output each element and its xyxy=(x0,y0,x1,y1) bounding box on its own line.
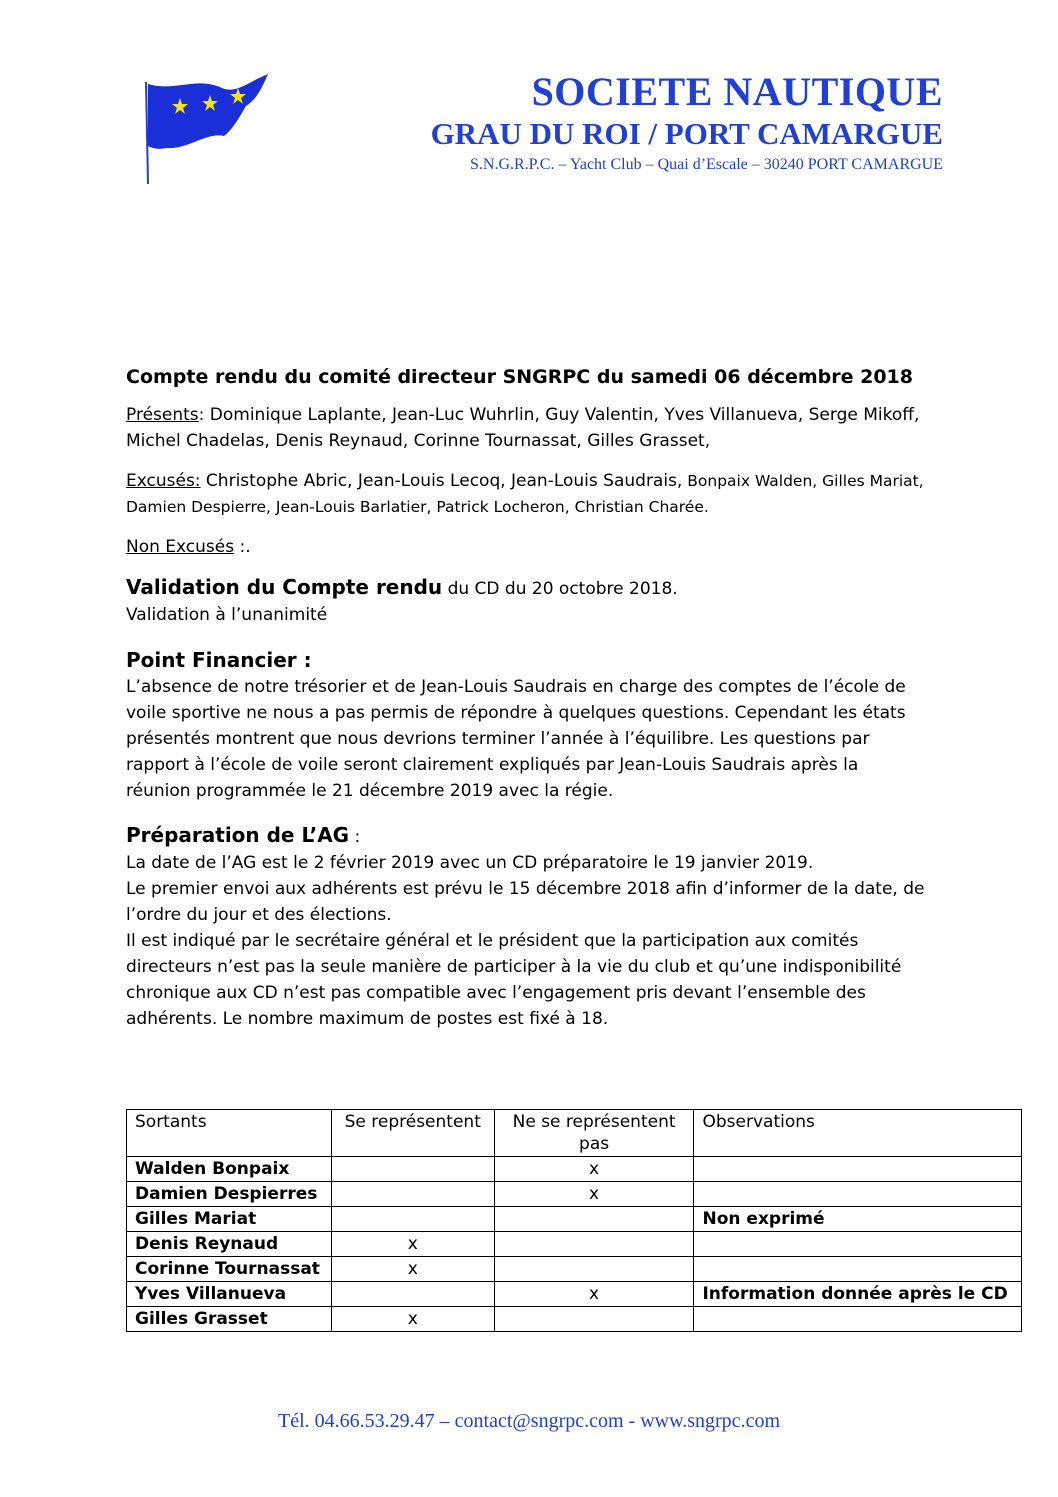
validation-title-rest: du CD du 20 octobre 2018. xyxy=(442,579,678,599)
cell-se-representent xyxy=(331,1157,494,1182)
cell-ne-se-representent-pas: x xyxy=(494,1282,694,1307)
table-row xyxy=(127,1182,1022,1207)
club-logo-flag xyxy=(136,70,276,188)
cell-observations: Non exprimé xyxy=(694,1207,1022,1232)
cell-observations xyxy=(694,1257,1022,1282)
ag-line-3: Il est indiqué par le secrétaire général et le président que la participation aux comités directeurs n’est pas la seule manière de participer à la vie du club et qu’une indisponibilité chronique aux CD n’est pas compatible avec l’engagement pris devant l’ensemble des adhérents. Le nombre maximum de postes est fixé à 18. xyxy=(126,931,902,1029)
excuses-paragraph xyxy=(126,468,926,520)
cell-observations: Information donnée après le CD xyxy=(694,1282,1022,1307)
ag-section xyxy=(126,822,926,1032)
cell-ne-se-representent-pas xyxy=(494,1207,694,1232)
club-address: S.N.G.R.P.C. – Yacht Club – Quai d’Escale – 30240 PORT CAMARGUE xyxy=(470,156,943,173)
ag-line-2: Le premier envoi aux adhérents est prévu le 15 décembre 2018 afin d’informer de la date, de l’ordre du jour et des élections. xyxy=(126,879,925,925)
cell-se-representent xyxy=(331,1182,494,1207)
cell-se-representent xyxy=(331,1282,494,1307)
presents-paragraph xyxy=(126,402,926,454)
club-location: GRAU DU ROI / PORT CAMARGUE xyxy=(430,116,943,151)
non-excuses-text: :. xyxy=(234,537,251,557)
non-excuses-paragraph xyxy=(126,534,926,560)
document-body xyxy=(126,364,926,1032)
table-row xyxy=(127,1257,1022,1282)
header-observations: Observations xyxy=(694,1110,1022,1157)
excuses-label: Excusés: xyxy=(126,471,201,491)
excuses-text-more: Bonpaix Walden, Gilles Mariat, Damien Despierre, Jean-Louis Barlatier, Patrick Locheron, Christian Charée. xyxy=(126,472,924,516)
validation-title: Validation du Compte rendu xyxy=(126,575,443,599)
validation-section xyxy=(126,574,926,628)
flag-with-stars-icon xyxy=(136,70,276,188)
cell-name: Damien Despierres xyxy=(127,1182,332,1207)
cell-observations xyxy=(694,1182,1022,1207)
ag-title-rest: : xyxy=(349,827,361,847)
cell-observations xyxy=(694,1232,1022,1257)
cell-observations xyxy=(694,1307,1022,1332)
cell-se-representent: x xyxy=(331,1307,494,1332)
presents-text: : Dominique Laplante, Jean-Luc Wuhrlin, Guy Valentin, Yves Villanueva, Serge Mikoff, Michel Chadelas, Denis Reynaud, Corinne Tournassat, Gilles Grasset, xyxy=(126,405,920,451)
cell-name: Yves Villanueva xyxy=(127,1282,332,1307)
table-row xyxy=(127,1157,1022,1182)
financier-title: Point Financier : xyxy=(126,648,312,672)
table-row xyxy=(127,1307,1022,1332)
financier-section xyxy=(126,646,926,804)
table-header-row xyxy=(127,1110,1022,1157)
header-se-representent: Se représentent xyxy=(331,1110,494,1157)
cell-name: Gilles Grasset xyxy=(127,1307,332,1332)
validation-line: Validation à l’unanimité xyxy=(126,605,328,625)
non-excuses-label: Non Excusés xyxy=(126,537,235,557)
excuses-text: Christophe Abric, Jean-Louis Lecoq, Jean-Louis Saudrais, xyxy=(200,471,683,491)
table-row xyxy=(127,1282,1022,1307)
validation-heading xyxy=(126,574,926,602)
club-name: SOCIETE NAUTIQUE xyxy=(531,69,943,114)
cell-name: Gilles Mariat xyxy=(127,1207,332,1232)
cell-ne-se-representent-pas: x xyxy=(494,1157,694,1182)
cell-observations xyxy=(694,1157,1022,1182)
cell-se-representent: x xyxy=(331,1232,494,1257)
cell-se-representent xyxy=(331,1207,494,1232)
presents-label: Présents xyxy=(126,405,199,425)
header-sortants: Sortants xyxy=(127,1110,332,1157)
financier-text: L’absence de notre trésorier et de Jean-Louis Saudrais en charge des comptes de l’école de voile sportive ne nous a pas permis de répondre à quelques questions. Cependant les états présentés montrent que nous devrions terminer l’année à l’équilibre. Les questions par rapport à l’école de voile seront clairement expliqués par Jean-Louis Saudrais après la réunion programmée le 21 décembre 2019 avec la régie. xyxy=(126,677,906,801)
cell-ne-se-representent-pas xyxy=(494,1257,694,1282)
document-title: Compte rendu du comité directeur SNGRPC du samedi 06 décembre 2018 xyxy=(126,366,913,388)
footer-contact: Tél. 04.66.53.29.47 – contact@sngrpc.com - www.sngrpc.com xyxy=(277,1410,780,1432)
header-ne-se-representent-pas: Ne se représentent pas xyxy=(494,1110,694,1157)
ag-line-1: La date de l’AG est le 2 février 2019 avec un CD préparatoire le 19 janvier 2019. xyxy=(126,853,814,873)
cell-ne-se-representent-pas xyxy=(494,1232,694,1257)
cell-name: Denis Reynaud xyxy=(127,1232,332,1257)
cell-name: Walden Bonpaix xyxy=(127,1157,332,1182)
cell-name: Corinne Tournassat xyxy=(127,1257,332,1282)
cell-ne-se-representent-pas: x xyxy=(494,1182,694,1207)
cell-se-representent: x xyxy=(331,1257,494,1282)
ag-title: Préparation de L’AG xyxy=(126,823,350,847)
ag-heading xyxy=(126,822,926,850)
cell-ne-se-representent-pas xyxy=(494,1307,694,1332)
sortants-table xyxy=(126,1109,1022,1332)
table-row xyxy=(127,1207,1022,1232)
table-row xyxy=(127,1232,1022,1257)
